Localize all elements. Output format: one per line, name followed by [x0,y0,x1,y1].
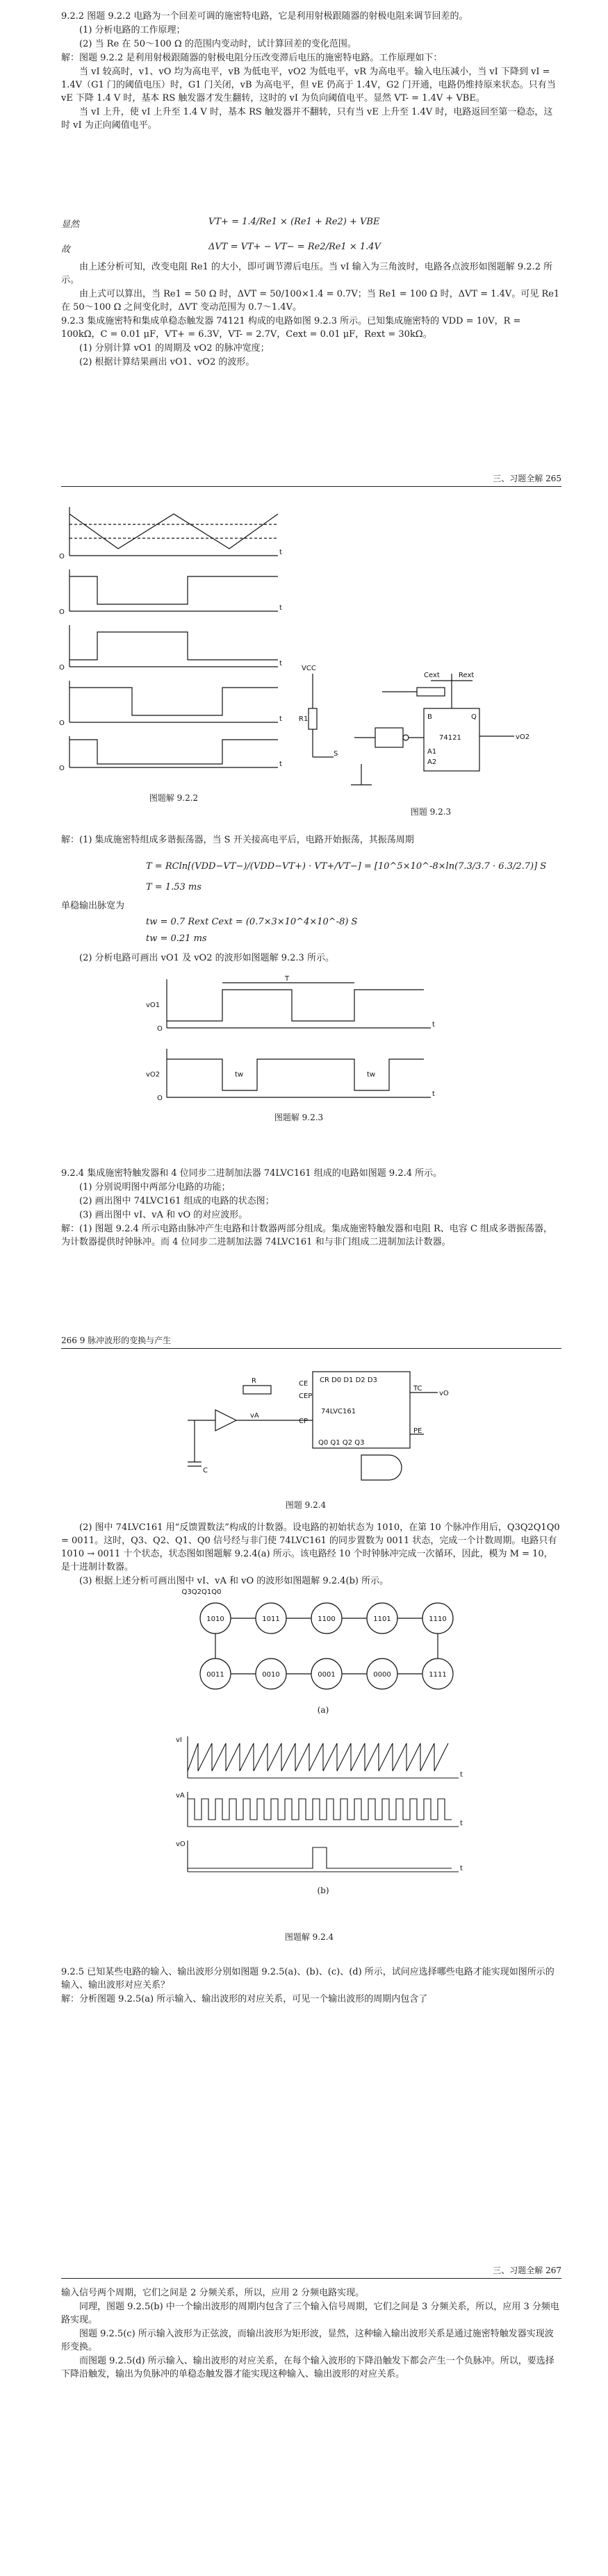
svg-text:vO2: vO2 [146,1071,161,1079]
label-ic-74lvc161: 74LVC161 [321,1408,356,1415]
svg-text:CP: CP [299,1418,309,1425]
section-9-2-2 [61,10,561,133]
subcaption-a: (a) [317,1705,329,1715]
label-vcc: VCC [302,665,316,672]
svg-text:A2: A2 [427,758,437,766]
solution-9-2-5-para-2: 输入信号两个周期，它们之间是 2 分频关系，所以，应用 2 分频电路实现。 [61,2288,365,2298]
solution-para-2: 当 vI 上升，使 vI 上升至 1.4 V 时，基本 RS 触发器并不翻转，只有当 vE 上升至 1.4V 时，电路返回至第一稳态，这时 vI 为正向阈值电平。 [61,107,553,131]
svg-text:S: S [334,750,338,758]
page-header: 三、习题全解 267 [61,2264,561,2279]
state-diagram [174,1584,473,1702]
state-1111: 1111 [429,1671,447,1679]
state-1110: 1110 [429,1615,447,1623]
svg-text:O: O [59,765,65,771]
formula-vt-plus: VT+ = 1.4/Re1 × (Re1 + Re2) + VBE [208,217,380,227]
formula-width-result: tw = 0.21 ms [146,933,207,944]
solution-para-4: 由上式可以算出，当 Re1 = 50 Ω 时，ΔVT = 50/100×1.4 = 0.7V；当 Re1 = 100 Ω 时，ΔVT = 1.4V。可见 Re1 在 50～100 Ω 之间变化时，ΔVT 变动范围为 0.7～1.4V。 [61,289,560,313]
caption-fig-9-2-2: 图题解 9.2.2 [149,793,199,803]
svg-text:Q0 Q1 Q2 Q3: Q0 Q1 Q2 Q3 [318,1439,365,1447]
svg-text:t: t [460,1771,463,1779]
page-265-top [0,0,608,444]
state-legend: Q3Q2Q1Q0 [181,1588,222,1596]
question-9-2-4-1: (1) 分别说明图中两部分电路的功能； [79,1182,231,1193]
svg-text:O: O [59,553,65,560]
question-9-2-4-2: (2) 画出图中 74LVC161 组成的电路的状态图； [79,1196,274,1206]
caption-fig-9-2-4-solution: 图题解 9.2.4 [284,1932,334,1942]
solution-9-2-5-para-5: 而图题 9.2.5(d) 所示输入、输出波形的对应关系，在每个输入波形的下降沿触发下都会产生一个负脉冲。所以，要选择下降沿触发，输出为负脉冲的单稳态触发器才能实现这种输入、输出波形的对应关系。 [61,2356,554,2379]
svg-text:PE: PE [413,1427,422,1435]
svg-text:t: t [279,761,282,768]
solution-9-2-4-para-1: 解：(1) 图题 9.2.4 所示电路由脉冲产生电路和计数器两部分组成。集成施密特触发器和电阻 R、电容 C 组成多谐振荡器，为计数器提供时钟脉冲。而 4 位同步二进制加法器 74LVC161 和与非门组成二进制加法计数器。 [61,1224,553,1247]
solution-9-2-4-cont [61,1521,561,1588]
svg-text:R1: R1 [299,715,309,723]
svg-text:CR D0 D1 D2 D3: CR D0 D1 D2 D3 [320,1377,377,1384]
svg-text:vI: vI [176,1736,182,1744]
section-9-2-4 [61,1167,561,1249]
svg-text:A1: A1 [427,748,437,756]
svg-text:vO2: vO2 [516,733,530,741]
formula-label-1: 显然 [61,219,80,230]
state-1011: 1011 [262,1615,280,1623]
caption-fig-9-2-4: 图题 9.2.4 [285,1500,327,1510]
svg-text:t: t [279,715,282,723]
solution-9-2-5-para-3: 同理，图题 9.2.5(b) 中一个输出波形的周期内包含了三个输入信号周期，它们之间是 3 分频关系，所以，应用 3 分频电路实现。 [61,2302,559,2325]
svg-text:t: t [279,604,282,612]
solution-9-2-3-para-2: 单稳输出脉宽为 [61,901,125,911]
solution-9-2-3-c [61,952,561,965]
solution-para-3: 由上述分析可知，改变电阻 Re1 的大小，即可调节滞后电压。当 vI 输入为三角波时，电路各点波形如图题解 9.2.2 所示。 [61,262,553,285]
solution-9-2-4-para-3: (3) 根据上述分析可画出图中 vI、vA 和 vO 的波形如图题解 9.2.4(b) 所示。 [79,1576,389,1586]
section-9-2-2-cont [61,260,561,369]
svg-text:vO: vO [439,1390,449,1397]
question-1: (1) 分析电路的工作原理； [79,25,186,35]
page-267 [0,2056,608,2576]
solution-9-2-4-para-2: (2) 图中 74LVC161 用“反馈置数法”构成的计数器。设电路的初始状态为 1010，在第 10 个脉冲作用后，Q3Q2Q1Q0 = 0011。这时，Q3、Q2、Q1、Q0 信号经与非门使 74LVC161 的同步置数为 0011 状态，完成一个计数周期。电路只有 1010 → 0011 十个状态，状态图如图题解 9.2.4(a) 所示。该电路经 10 个时钟脉冲完成一次循环，因此，模为 M = 10，是十进制计数器。 [61,1522,560,1572]
svg-text:Cext: Cext [424,672,440,679]
svg-text:B: B [427,713,432,721]
svg-text:R: R [252,1377,256,1385]
state-0011: 0011 [206,1671,224,1679]
formula-period: T = RCln[(VDD−VT−)/(VDD−VT+) · VT+/VT−] = [10^5×10^-8×ln(7.3/3.7 · 6.3/2.7)] S [146,861,547,872]
svg-text:vO1: vO1 [146,1002,161,1009]
caption-fig-9-2-3: 图题 9.2.3 [410,807,452,817]
solution-9-2-3-b [61,899,561,913]
problem-9-2-5: 9.2.5 已知某些电路的输入、输出波形分别如图题 9.2.5(a)、(b)、(c)、(d) 所示，试问应选择哪些电路才能实现如图所示的输入、输出波形对应关系？ [61,1967,554,1991]
formula-width: tw = 0.7 Rext Cext = (0.7×3×10^4×10^-8) S [146,917,358,927]
svg-text:CEP: CEP [299,1393,313,1400]
solution-9-2-5-cont [61,2286,561,2382]
waveform-figure-9-2-4 [174,1729,473,1875]
svg-text:t: t [279,549,282,556]
caption-fig-9-2-3-solution: 图题解 9.2.3 [274,1113,324,1122]
svg-text:O: O [59,664,65,672]
question-9-2-4-3: (3) 画出图中 vI、vA 和 vO 的对应波形。 [79,1210,248,1220]
svg-text:Q: Q [471,713,477,721]
svg-text:O: O [59,720,65,727]
formula-period-result: T = 1.53 ms [146,882,202,892]
state-1101: 1101 [373,1615,391,1623]
solution-intro: 解：图题 9.2.2 是利用射极跟随器的射极电阻分压改变滞后电压的施密特电路。工作原理如下： [61,53,443,63]
subcaption-b: (b) [317,1886,329,1895]
svg-text:t: t [460,1820,463,1827]
svg-text:t: t [460,1865,463,1872]
question-9-2-3-1: (1) 分别计算 vO1 的周期及 vO2 的脉冲宽度； [79,343,270,354]
state-0000: 0000 [373,1671,391,1679]
formula-delta-vt: ΔVT = VT+ − VT− = Re2/Re1 × 1.4V [208,242,381,252]
svg-text:Rext: Rext [459,672,475,679]
svg-text:t: t [432,1090,435,1098]
page-header: 三、习题全解 265 [61,472,561,487]
svg-text:t: t [432,1021,435,1029]
waveform-figure-9-2-3 [139,972,445,1104]
solution-9-2-5-para-4: 图题 9.2.5(c) 所示输入波形为正弦波，而输出波形为矩形波，显然，这种输入输出波形关系是通过施密特触发器实现波形变换。 [61,2329,554,2352]
solution-para-1: 当 vI 较高时，v1、vO 均为高电平，vB 为低电平，vO2 为低电平，vR 为高电平。输入电压减小，当 vI 下降到 vI = 1.4V（G1 门的阈值电压）时，G1 门关闭，vB 为高电平，但 vE 仍高于 1.4V，G2 门开通，电路仍维持原来状态。只有当 vE 下降 1.4 V 时，基本 RS 触发器才发生翻转，这时的 vI 为负向阈值电平。显然 VT- = 1.4V + VBE。 [61,67,556,103]
problem-9-2-4: 9.2.4 集成施密特触发器和 4 位同步二进制加法器 74LVC161 组成的电路如图题 9.2.4 所示。 [61,1168,443,1179]
svg-text:vA: vA [250,1412,259,1420]
solution-9-2-3-para-1: 解：(1) 集成施密特组成多谐振荡器，当 S 开关接高电平后，电路开始振荡，其振荡周期 [61,835,414,845]
page-265 [0,444,608,1333]
section-9-2-5 [61,1966,561,2006]
state-0010: 0010 [262,1671,280,1679]
svg-text:O: O [59,608,65,616]
svg-text:tw: tw [235,1071,244,1079]
svg-text:O: O [157,1025,163,1033]
svg-text:CE: CE [299,1380,309,1388]
page-header: 266 9 脉冲波形的变换与产生 [61,1334,561,1349]
formula-label-2: 故 [61,244,71,255]
label-ic-74121: 74121 [439,734,461,742]
svg-text:vO: vO [176,1840,186,1848]
page-266 [0,1333,608,2056]
state-1100: 1100 [318,1615,336,1623]
question-9-2-3-2: (2) 根据计算结果画出 vO1、vO2 的波形。 [79,357,255,367]
problem-9-2-3: 9.2.3 集成施密特和集成单稳态触发器 74121 构成的电路如图 9.2.3 所示。已知集成施密特的 VDD = 10V，R = 100kΩ，C = 0.01 μF，VT+ = 6.3V，VT- = 2.7V，Cext = 0.01 μF，Rext = 30kΩ。 [61,316,521,340]
waveform-figure-9-2-2 [56,500,292,771]
state-0001: 0001 [318,1671,336,1679]
svg-text:tw: tw [367,1071,376,1079]
solution-9-2-3 [61,833,561,847]
solution-9-2-3-para-3: (2) 分析电路可画出 vO1 及 vO2 的波形如图题解 9.2.3 所示。 [79,953,334,963]
svg-text:t: t [279,660,282,667]
problem-9-2-2: 9.2.2 图题 9.2.2 电路为一个回差可调的施密特电路，它是利用射极跟随器的射极电阻来调节回差的。 [61,11,468,22]
svg-text:O: O [157,1095,163,1102]
question-2: (2) 当 Re 在 50～100 Ω 的范围内变动时，试计算回差的变化范围。 [79,39,356,49]
circuit-figure-9-2-4 [174,1358,466,1490]
svg-text:T: T [285,975,290,983]
solution-9-2-5-para-1: 解：分析图题 9.2.5(a) 所示输入、输出波形的对应关系，可见一个输出波形的周期内包含了 [61,1994,428,2004]
svg-text:TC: TC [413,1385,422,1393]
svg-text:vA: vA [176,1792,185,1800]
svg-text:C: C [203,1467,208,1474]
circuit-figure-9-2-3 [292,653,563,799]
state-1010: 1010 [206,1615,224,1623]
